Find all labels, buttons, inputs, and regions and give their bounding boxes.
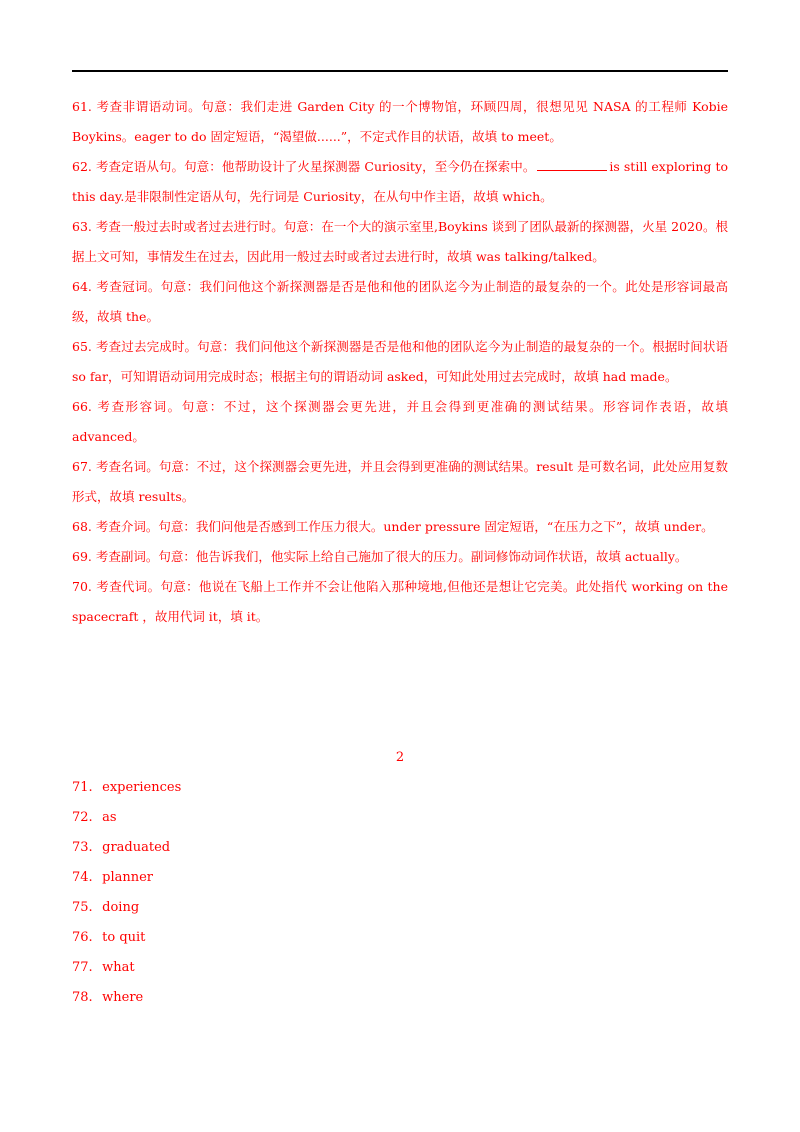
item-number: 62.: [72, 159, 92, 174]
explanation-text: 考查名词。句意：不过，这个探测器会更先进，并且会得到更准确的测试结果。result 是可数名词，此处应用复数形式，故填 results。: [72, 459, 728, 504]
explanation-63: [72, 212, 728, 272]
answer-item: [72, 957, 472, 987]
item-number: 70.: [72, 579, 92, 594]
item-number: 72.: [72, 810, 93, 825]
answer-item: [72, 987, 472, 1017]
explanation-66: [72, 392, 728, 452]
explanation-text: 考查形容词。句意：不过，这个探测器会更先进，并且会得到更准确的测试结果。形容词作表语，故填 advanced。: [72, 399, 728, 444]
answer-text: as: [102, 810, 117, 825]
item-number: 75.: [72, 900, 93, 915]
item-number: 64.: [72, 279, 92, 294]
answer-text: doing: [102, 900, 140, 915]
section-number: 2: [395, 750, 405, 765]
item-number: 66.: [72, 399, 92, 414]
explanations-section: [72, 92, 728, 632]
explanation-text: is still exploring to this day.是非限制性定语从句，先行词是 Curiosity，在从句中作主语，故填 which。: [72, 159, 729, 204]
explanation-text: 考查非谓语动词。句意：我们走进 Garden City 的一个博物馆，环顾四周，很想见见 NASA 的工程师 Kobie Boykins。eager to do 固定短语，“渴望做......”，不定式作目的状语，故填 to meet。: [72, 99, 728, 144]
answer-text: where: [102, 990, 144, 1005]
explanation-text: 考查介词。句意：我们问他是否感到工作压力很大。under pressure 固定短语，“在压力之下”，故填 under。: [95, 519, 714, 534]
answer-item: [72, 897, 472, 927]
explanation-68: [72, 512, 728, 542]
explanation-65: [72, 332, 728, 392]
answer-item: [72, 807, 472, 837]
answer-item: [72, 837, 472, 867]
explanation-text: 考查代词。句意：他说在飞船上工作并不会让他陷入那种境地,但他还是想让它完美。此处指代 working on the spacecraft ，故用代词 it，填 it。: [72, 579, 728, 624]
answer-list: [72, 777, 472, 1017]
explanation-text: 考查定语从句。句意：他帮助设计了火星探测器 Curiosity，至今仍在探索中。: [95, 159, 536, 174]
answer-text: experiences: [102, 780, 182, 795]
explanation-text: 考查副词。句意：他告诉我们，他实际上给自己施加了很大的压力。副词修饰动词作状语，故填 actually。: [95, 549, 688, 564]
explanation-64: [72, 272, 728, 332]
answer-item: [72, 777, 472, 807]
explanation-69: [72, 542, 728, 572]
explanation-70: [72, 572, 728, 632]
item-number: 65.: [72, 339, 92, 354]
answer-item: [72, 927, 472, 957]
explanation-62: [72, 152, 728, 212]
item-number: 73.: [72, 840, 93, 855]
answer-text: what: [102, 960, 135, 975]
answer-text: planner: [102, 870, 154, 885]
explanation-text: 考查一般过去时或者过去进行时。句意：在一个大的演示室里,Boykins 谈到了团队最新的探测器，火星 2020。根据上文可知，事情发生在过去，因此用一般过去时或者过去进行时，故填 was talking/talked。: [72, 219, 728, 264]
explanation-61: [72, 92, 728, 152]
item-number: 78.: [72, 990, 93, 1005]
item-number: 71.: [72, 780, 93, 795]
item-number: 77.: [72, 960, 93, 975]
explanation-text: 考查冠词。句意：我们问他这个新探测器是否是他和他的团队迄今为止制造的最复杂的一个。此处是形容词最高级，故填 the。: [72, 279, 728, 324]
answer-text: graduated: [102, 840, 171, 855]
item-number: 74.: [72, 870, 93, 885]
item-number: 61.: [72, 99, 92, 114]
item-number: 69.: [72, 549, 92, 564]
explanation-text: 考查过去完成时。句意：我们问他这个新探测器是否是他和他的团队迄今为止制造的最复杂的一个。根据时间状语 so far，可知谓语动词用完成时态；根据主句的谓语动词 asked，可知此处用过去完成时，故填 had made。: [72, 339, 728, 384]
answer-item: [72, 867, 472, 897]
item-number: 63.: [72, 219, 92, 234]
answer-text: to quit: [102, 930, 146, 945]
answer-blank: [537, 154, 607, 171]
top-rule: [72, 70, 728, 72]
item-number: 76.: [72, 930, 93, 945]
item-number: 68.: [72, 519, 92, 534]
item-number: 67.: [72, 459, 92, 474]
explanation-67: [72, 452, 728, 512]
